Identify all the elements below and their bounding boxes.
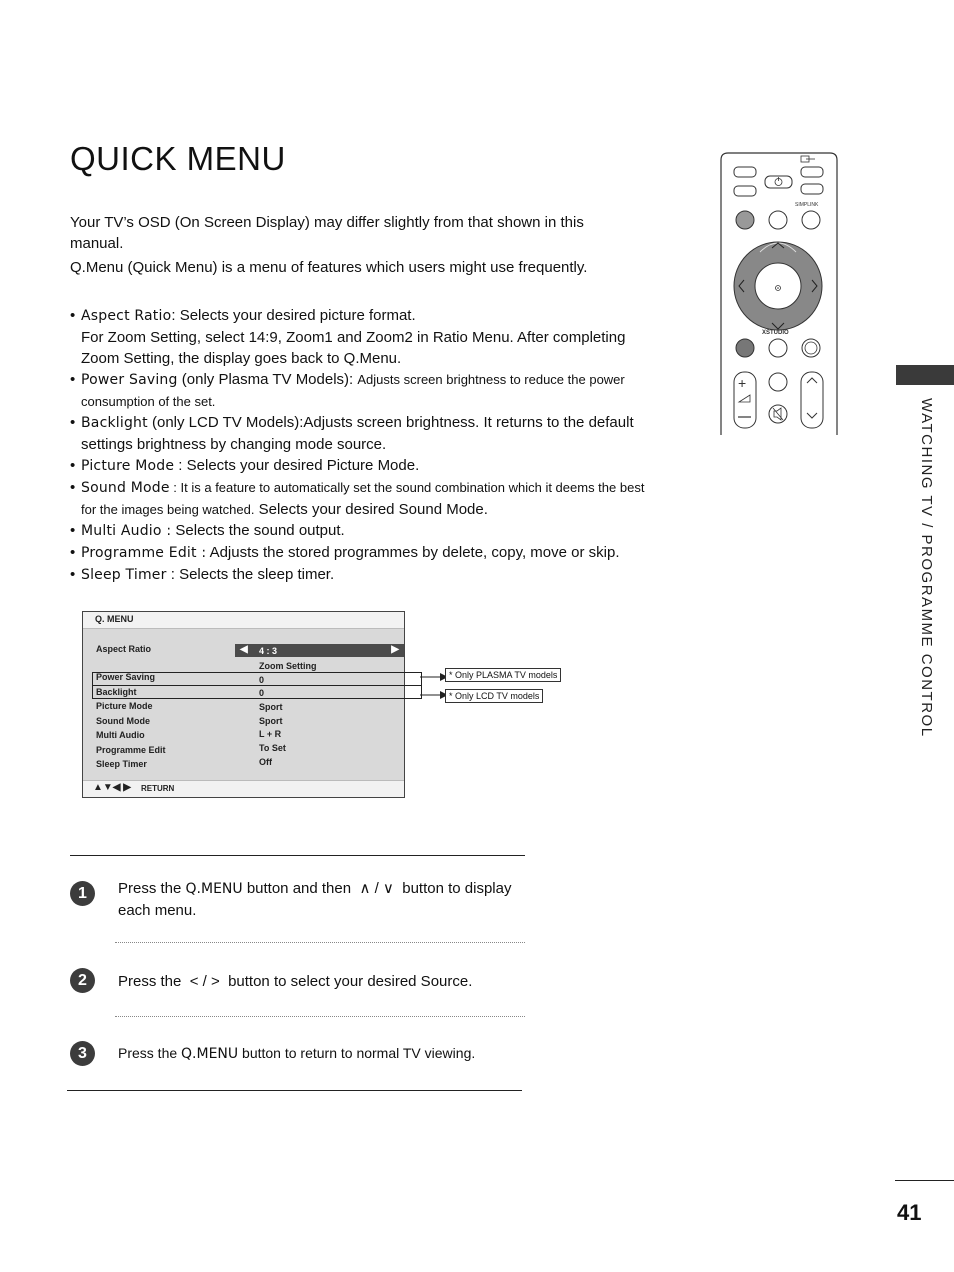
left-right-arrows-icon: < / > — [189, 973, 220, 990]
desc-power-saving: (only Plasma TV Models): — [177, 371, 358, 388]
step-2-pre: Press the — [118, 973, 186, 990]
list-item-aspect-ratio: • Aspect Ratio: Selects your desired picture format. For Zoom Setting, select 14:9, Zoom1 and Zoom2 in Ratio Menu. After completing Zoom Setting, the display goes back to Q.Menu. — [70, 307, 626, 367]
step-1-text — [118, 878, 513, 921]
simplink-label: SIMPLINK — [795, 202, 819, 208]
feature-list — [70, 305, 650, 586]
list-item-backlight: • Backlight (only LCD TV Models):Adjusts screen brightness. It returns to the default settings brightness by changing mode source. — [70, 414, 634, 453]
step-3-post: button to return to normal TV viewing. — [238, 1045, 476, 1061]
osd-aspect-ratio-selector[interactable] — [235, 644, 404, 657]
desc-sound-mode-detail: : It is a feature to automatically set the sound combination which it deems the best for the images being watched. — [81, 480, 645, 517]
desc-power-saving-detail: Adjusts screen brightness to reduce the power consumption of the set. — [81, 372, 625, 409]
osd-value-picture-mode: Sport — [259, 702, 283, 712]
list-item-sleep-timer: • Sleep Timer : Selects the sleep timer. — [70, 566, 335, 583]
term-backlight: Backlight — [81, 415, 148, 431]
desc-programme-edit: Adjusts the stored programmes by delete, copy, move or skip. — [206, 544, 620, 561]
osd-value-backlight: 0 — [259, 688, 265, 698]
backlight-highlight — [92, 685, 422, 699]
chapter-side-label: WATCHING TV / PROGRAMME CONTROL — [918, 398, 935, 738]
step-1-mid: button and then — [242, 880, 356, 897]
step-3-pre: Press the — [118, 1045, 182, 1061]
step-divider-1 — [115, 942, 525, 943]
term-aspect-ratio: Aspect Ratio — [81, 308, 172, 324]
osd-value-multi-audio: L + R — [259, 729, 282, 739]
osd-item-sound-mode[interactable]: Sound Mode — [96, 716, 150, 726]
qmenu-key-return: Q.MENU — [181, 1046, 239, 1062]
intro-text — [70, 212, 640, 281]
osd-header — [83, 612, 404, 629]
osd-item-aspect-ratio[interactable]: Aspect Ratio — [96, 644, 152, 654]
desc-backlight: (only LCD TV Models):Adjusts screen brightness. It returns to the default settings brightness by changing mode source. — [81, 414, 634, 453]
osd-value-sound-mode: Sport — [259, 716, 283, 726]
desc-multi-audio: Selects the sound output. — [171, 522, 345, 539]
steps-bottom-rule — [67, 1090, 522, 1091]
desc-picture-mode: : Selects your desired Picture Mode. — [174, 457, 420, 474]
return-label: RETURN — [141, 784, 175, 793]
term-multi-audio: Multi Audio : — [81, 523, 172, 539]
osd-title: Q. MENU — [95, 614, 134, 624]
steps-top-rule — [70, 855, 525, 856]
desc-aspect-ratio-zoom: For Zoom Setting, select 14:9, Zoom1 and Zoom2 in Ratio Menu. After completing Zoom Setting, the display goes back to Q.Menu. — [81, 329, 626, 367]
term-sleep-timer: Sleep Timer — [81, 567, 167, 583]
term-programme-edit: Programme Edit : — [81, 545, 207, 561]
list-item-power-saving: • Power Saving (only Plasma TV Models): Adjusts screen brightness to reduce the power consumption of the set. — [70, 371, 625, 409]
chapter-tab-marker — [896, 365, 954, 385]
step-1-post: button to display each menu. — [118, 880, 512, 919]
osd-item-programme-edit[interactable]: Programme Edit — [96, 745, 166, 755]
step-2-post: button to select your desired Source. — [223, 973, 473, 990]
desc-aspect-ratio: : Selects your desired picture format. — [171, 307, 416, 324]
step-1-pre: Press the — [118, 880, 186, 897]
note-lcd-only: * Only LCD TV models — [445, 689, 543, 703]
list-item-multi-audio: • Multi Audio : Selects the sound output. — [70, 522, 345, 539]
step-3-text — [118, 1043, 518, 1065]
page-number-rule — [895, 1180, 954, 1181]
page-number: 41 — [897, 1200, 922, 1225]
desc-sleep-timer: : Selects the sleep timer. — [166, 566, 335, 583]
list-item-picture-mode: • Picture Mode : Selects your desired Picture Mode. — [70, 457, 420, 474]
list-item-programme-edit: • Programme Edit : Adjusts the stored programmes by delete, copy, move or skip. — [70, 544, 620, 561]
intro-paragraph-osd: Your TV’s OSD (On Screen Display) may differ slightly from that shown in this manual. — [70, 214, 584, 252]
osd-item-power-saving[interactable]: Power Saving — [96, 672, 156, 682]
svg-text:+: + — [738, 375, 747, 391]
term-power-saving: Power Saving — [81, 372, 178, 388]
navigation-arrows-icon: ▲▼◀ ▶ — [93, 782, 131, 793]
step-number-3: 3 — [70, 1041, 95, 1066]
qmenu-key: Q.MENU — [185, 881, 243, 897]
osd-item-sleep-timer[interactable]: Sleep Timer — [96, 759, 147, 769]
xstudio-label: XSTUDIO — [762, 330, 789, 336]
osd-value-sleep-timer: Off — [259, 757, 272, 767]
term-picture-mode: Picture Mode — [81, 458, 175, 474]
left-arrow-icon[interactable]: ◀ — [240, 644, 248, 655]
list-item-sound-mode: • Sound Mode : It is a feature to automatically set the sound combination which it deems the best for the images being watched. Selects your desired Sound Mode. — [70, 479, 645, 518]
osd-value-programme-edit: To Set — [259, 743, 286, 753]
note-plasma-only: * Only PLASMA TV models — [445, 668, 561, 682]
page-title: QUICK MENU — [70, 140, 286, 177]
desc-sound-mode: Selects your desired Sound Mode. — [254, 501, 488, 518]
osd-footer — [83, 780, 404, 797]
step-2-text — [118, 971, 518, 992]
term-sound-mode: Sound Mode — [81, 480, 170, 496]
step-divider-2 — [115, 1016, 525, 1017]
remote-control-illustration — [720, 152, 838, 436]
osd-value-power-saving: 0 — [259, 675, 265, 685]
intro-paragraph-qmenu: Q.Menu (Quick Menu) is a menu of features which users might use frequently. — [70, 259, 588, 276]
osd-value-aspect-ratio: 4 : 3 — [259, 646, 278, 656]
power-saving-highlight — [92, 672, 422, 686]
power-icon — [765, 176, 792, 188]
right-arrow-icon[interactable]: ▶ — [391, 644, 399, 655]
qmenu-osd-screen — [82, 611, 405, 798]
step-number-1: 1 — [70, 881, 95, 906]
osd-item-multi-audio[interactable]: Multi Audio — [96, 730, 145, 740]
step-number-2: 2 — [70, 968, 95, 993]
up-down-arrows-icon: ∧ / ∨ — [359, 880, 394, 897]
osd-value-zoom-setting[interactable]: Zoom Setting — [259, 661, 317, 671]
osd-item-picture-mode[interactable]: Picture Mode — [96, 701, 153, 711]
osd-item-backlight[interactable]: Backlight — [96, 687, 137, 697]
